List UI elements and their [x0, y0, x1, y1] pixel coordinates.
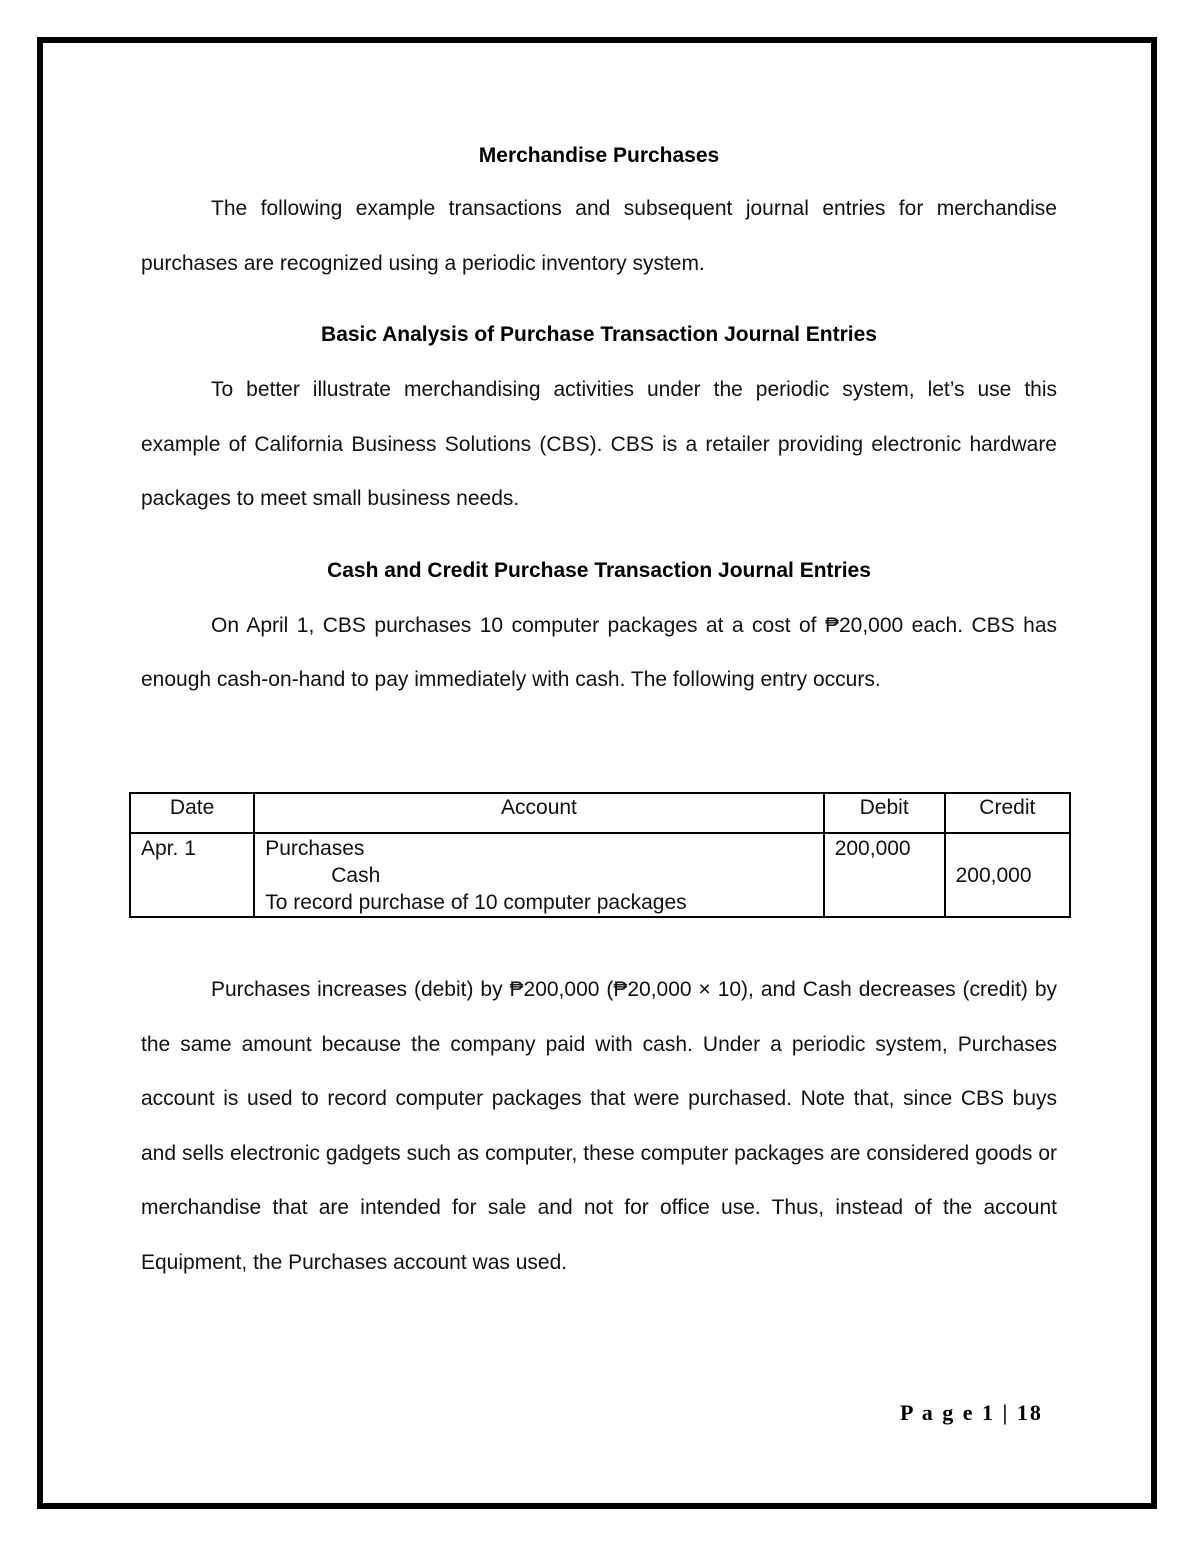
debit-account-name: Purchases: [265, 837, 365, 860]
section-paragraph-cash-credit: On April 1, CBS purchases 10 computer packages at a cost of ₱20,000 each. CBS has enough cash-on-hand to pay immediately with cash. The following entry occurs.: [141, 613, 1057, 691]
credit-amount: 200,000: [955, 864, 1032, 887]
explanation-paragraph: Purchases increases (debit) by ₱200,000 (₱20,000 × 10), and Cash decreases (credit) by the same amount because the company paid with cash. Under a periodic system, Purchases account is used to record computer packages that were purchased. Note that, since CBS buys and sells electronic gadgets such as computer, these computer packages are considered goods or merchandise that are intended for sale and not for office use. Thus, instead of the account Equipment, the Purchases account was used.: [141, 978, 1057, 1274]
header-account: Account: [254, 793, 823, 833]
journal-row: [130, 833, 1070, 917]
journal-header-row: [130, 793, 1070, 833]
debit-amount: 200,000: [834, 837, 911, 860]
header-debit: Debit: [824, 793, 945, 833]
header-credit: Credit: [945, 793, 1070, 833]
header-date: Date: [130, 793, 254, 833]
cell-date: Apr. 1: [130, 833, 254, 917]
cell-credit: [945, 833, 1070, 917]
cell-account: [254, 833, 823, 917]
page-number: P a g e 1 | 18: [900, 1400, 1043, 1425]
document-title: Merchandise Purchases: [478, 144, 720, 167]
credit-account-name: Cash: [331, 864, 381, 887]
intro-paragraph: The following example transactions and subsequent journal entries for merchandise purchases are recognized using a periodic inventory system.: [141, 197, 1057, 275]
entry-description: To record purchase of 10 computer packages: [265, 891, 687, 914]
document-body: [141, 138, 1057, 708]
cell-debit: [824, 833, 945, 917]
credit-spacer: [956, 835, 1059, 862]
section-heading-cash-credit: Cash and Credit Purchase Transaction Journal Entries: [327, 558, 871, 582]
journal-entry-table: [129, 792, 1071, 918]
section-paragraph-basic-analysis: To better illustrate merchandising activities under the periodic system, let’s use this example of California Business Solutions (CBS). CBS is a retailer providing electronic hardware packages to meet small business needs.: [141, 378, 1057, 510]
section-heading-basic-analysis: Basic Analysis of Purchase Transaction Journal Entries: [321, 323, 877, 346]
